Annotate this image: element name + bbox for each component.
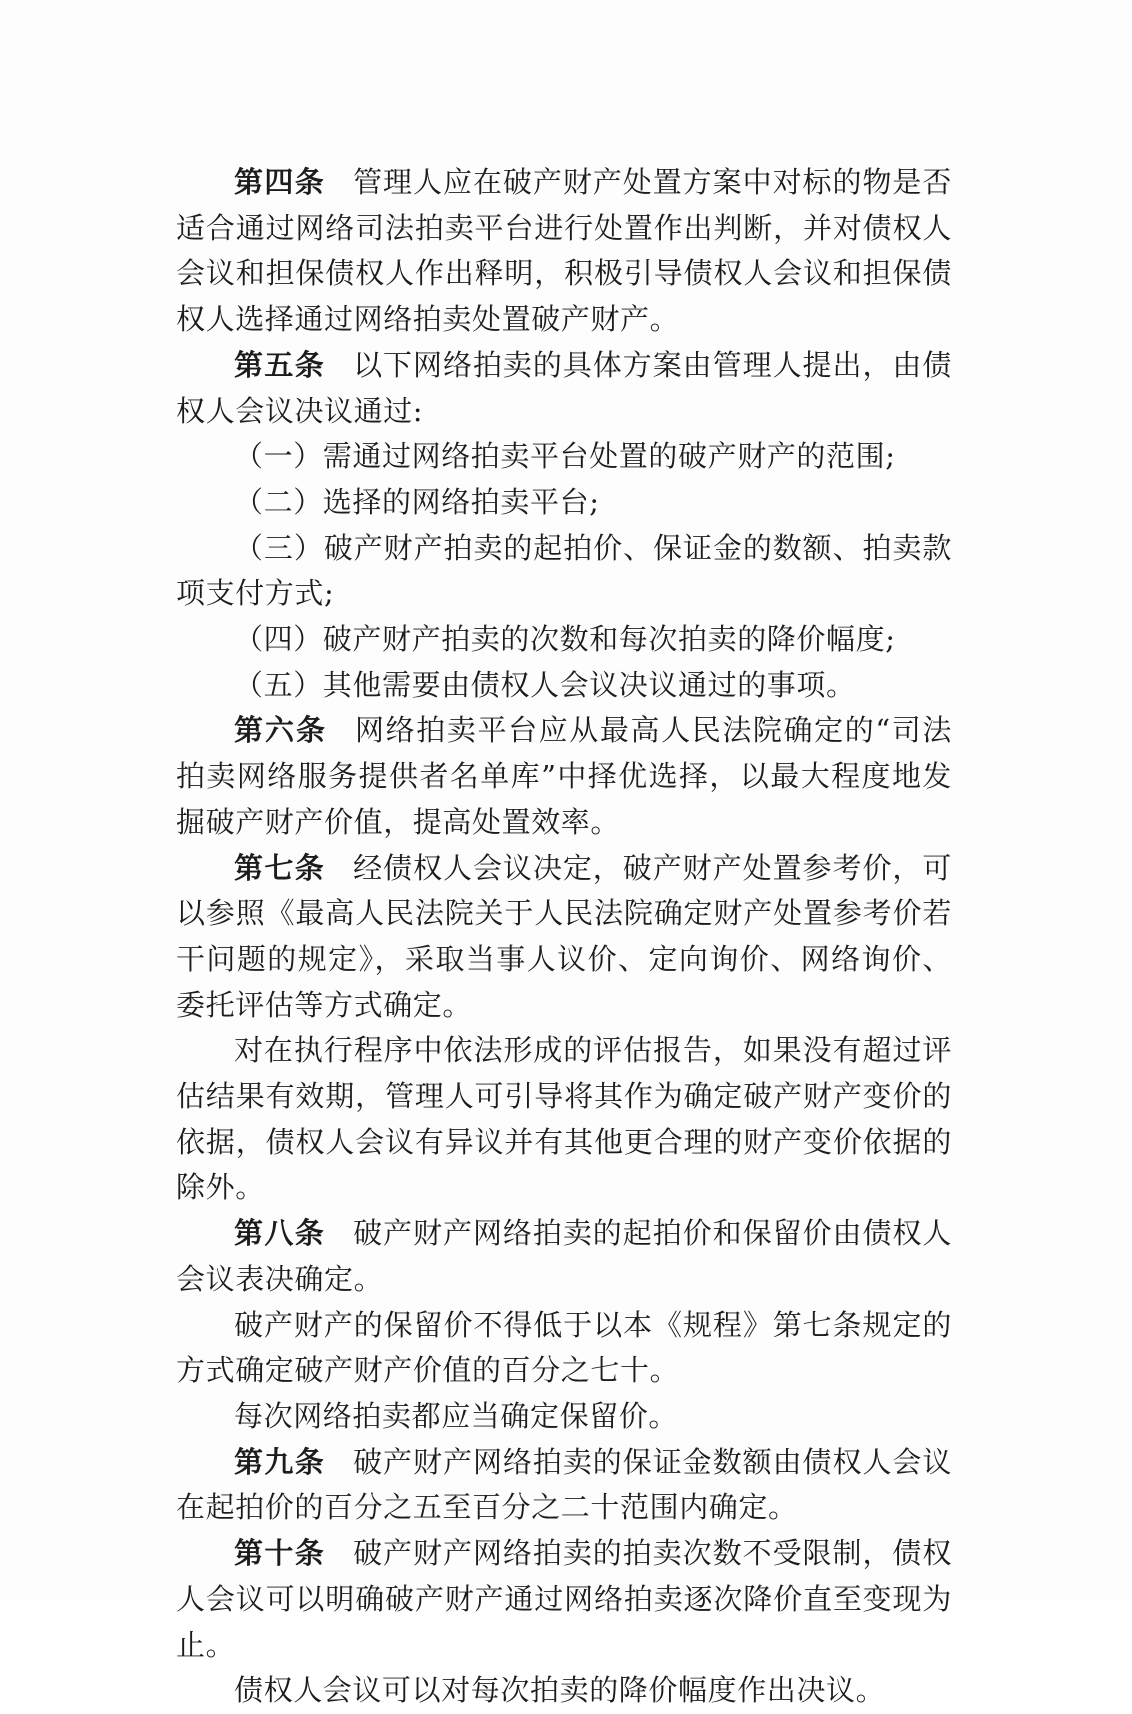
list-item: （五）其他需要由债权人会议决议通过的事项。	[234, 667, 856, 702]
list-item: （三）破产财产拍卖的起拍价、保证金的数额、拍卖款项支付方式;	[176, 530, 952, 611]
article-heading: 第十条	[234, 1536, 326, 1571]
article-paragraph: 破产财产的保留价不得低于以本《规程》第七条规定的方式确定破产财产价值的百分之七十。	[176, 1307, 952, 1388]
article-text: 破产财产网络拍卖的拍卖次数不受限制，债权人会议可以明确破产财产通过网络拍卖逐次降价直至变现为止。	[176, 1536, 952, 1662]
article-paragraph: 每次网络拍卖都应当确定保留价。	[234, 1398, 679, 1433]
article-heading: 第四条	[234, 165, 326, 199]
article-heading: 第六条	[234, 713, 328, 748]
article-text: 管理人应在破产财产处置方案中对标的物是否适合通过网络司法拍卖平台进行处置作出判断，并对债权人会议和担保债权人作出释明，积极引导债权人会议和担保债权人选择通过网络拍卖处置破产财产。	[176, 165, 952, 337]
article-heading: 第七条	[234, 850, 326, 885]
article-9	[176, 1440, 952, 1531]
list-item: （一）需通过网络拍卖平台处置的破产财产的范围;	[234, 439, 896, 474]
article-paragraph: 对在执行程序中依法形成的评估报告，如果没有超过评估结果有效期，管理人可引导将其作为确定破产财产变价的依据，债权人会议有异议并有其他更合理的财产变价依据的除外。	[176, 1033, 952, 1205]
article-7	[176, 846, 952, 1029]
article-text: 经债权人会议决定，破产财产处置参考价，可以参照《最高人民法院关于人民法院确定财产处置参考价若干问题的规定》，采取当事人议价、定向询价、网络询价、委托评估等方式确定。	[176, 850, 952, 1022]
article-text: 破产财产网络拍卖的起拍价和保留价由债权人会议表决确定。	[176, 1216, 952, 1296]
article-4	[176, 160, 952, 343]
article-text: 以下网络拍卖的具体方案由管理人提出，由债权人会议决议通过:	[176, 347, 952, 428]
article-heading: 第五条	[234, 347, 326, 382]
article-heading: 第九条	[234, 1444, 326, 1479]
article-text: 破产财产网络拍卖的保证金数额由债权人会议在起拍价的百分之五至百分之二十范围内确定。	[176, 1444, 952, 1525]
article-text: 网络拍卖平台应从最高人民法院确定的“司法拍卖网络服务提供者名单库”中择优选择，以最大程度地发掘破产财产价值，提高处置效率。	[176, 713, 952, 839]
list-item: （二）选择的网络拍卖平台;	[234, 484, 600, 519]
article-5	[176, 343, 952, 434]
document-body	[176, 160, 952, 1714]
article-paragraph: 债权人会议可以对每次拍卖的降价幅度作出决议。	[234, 1673, 886, 1708]
article-heading: 第八条	[234, 1216, 326, 1251]
list-item: （四）破产财产拍卖的次数和每次拍卖的降价幅度;	[234, 622, 896, 657]
article-8	[176, 1211, 952, 1302]
article-6	[176, 708, 952, 845]
